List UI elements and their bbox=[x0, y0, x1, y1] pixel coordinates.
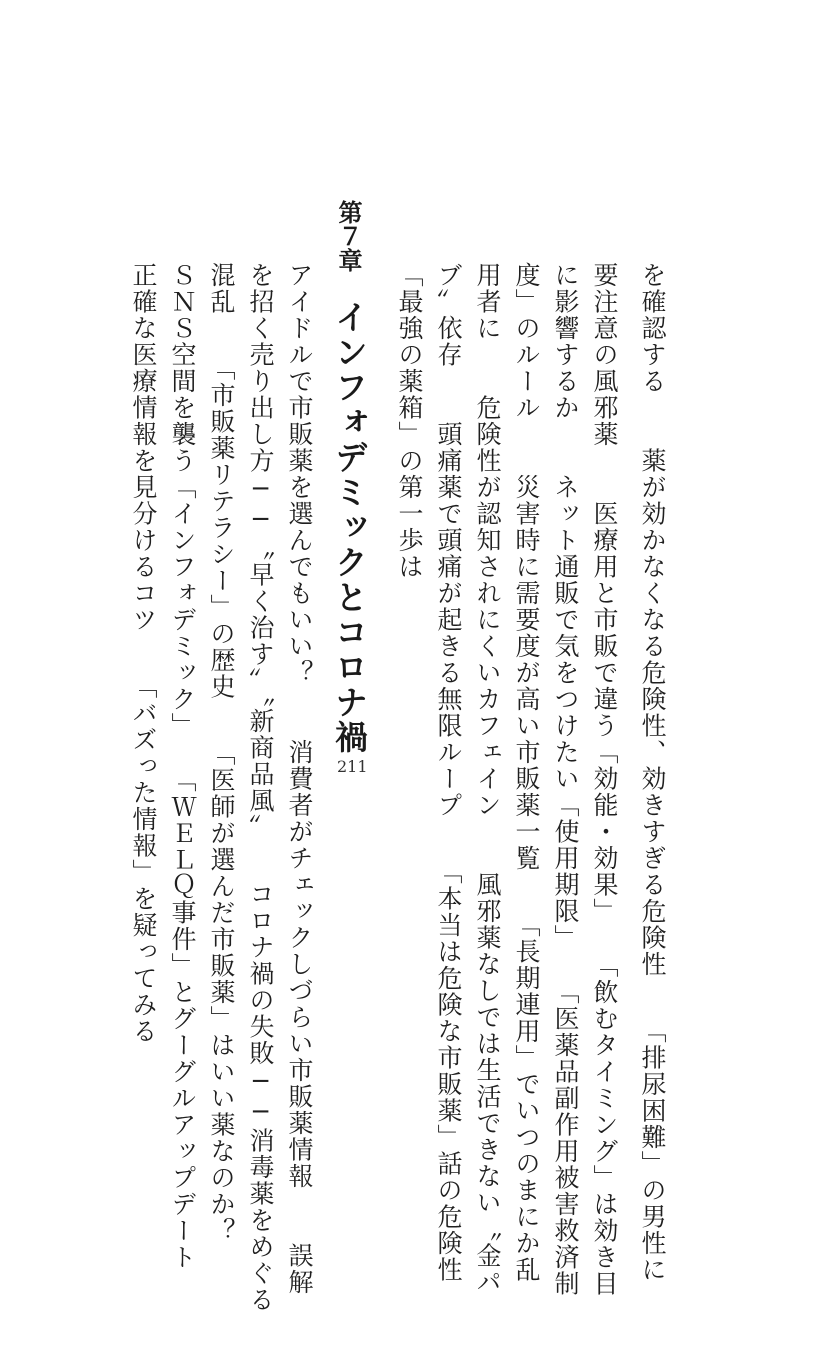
contents-line-6: ブ〟依存 頭痛薬で頭痛が起きる無限ループ 「本当は危険な市販薬」話の危険性 bbox=[434, 262, 463, 1283]
chapter-number: 第７章 bbox=[334, 200, 362, 272]
chapter-title: インフォデミックとコロナ禍 bbox=[330, 300, 369, 755]
chapter-contents-line-4: ＳＮＳ空間を襲う「インフォデミック」 「ＷＥＬＱ事件」とグーグルアップデート bbox=[168, 262, 197, 1271]
contents-line-1: を確認する 薬が効かなくなる危険性、効きすぎる危険性 「排尿困難」の男性に bbox=[638, 262, 667, 1283]
contents-line-5: 用者に 危険性が認知されにくいカフェイン 風邪薬なしでは生活できない〝金パ bbox=[473, 262, 502, 1296]
chapter-contents-line-1: アイドルで市販薬を選んでもいい？ 消費者がチェックしづらい市販薬情報 誤解 bbox=[285, 262, 314, 1296]
page-number: 211 bbox=[337, 757, 368, 776]
chapter-contents-line-3: 混乱 「市販薬リテラシー」の歴史 「医師が選んだ市販薬」はいい薬なのか？ bbox=[207, 262, 236, 1244]
contents-line-2: 要注意の風邪薬 医療用と市販で違う「効能・効果」 「飲むタイミング」は効き目 bbox=[590, 262, 619, 1297]
contents-line-7: 「最強の薬箱」の第一歩は bbox=[395, 262, 424, 580]
contents-line-3: に影響するか ネット通販で気をつけたい「使用期限」 「医薬品副作用被害救済制 bbox=[551, 262, 580, 1297]
chapter-contents-line-5: 正確な医療情報を見分けるコツ 「バズった情報」を疑ってみる bbox=[129, 262, 158, 1045]
chapter-contents-line-2: を招く売り出し方──〝早く治す〟〝新商品風〟 コロナ禍の失敗──消毒薬をめぐる bbox=[246, 262, 275, 1313]
contents-line-4: 度」のルール 災害時に需要度が高い市販薬一覧 「長期連用」でいつのまにか乱 bbox=[512, 262, 541, 1283]
